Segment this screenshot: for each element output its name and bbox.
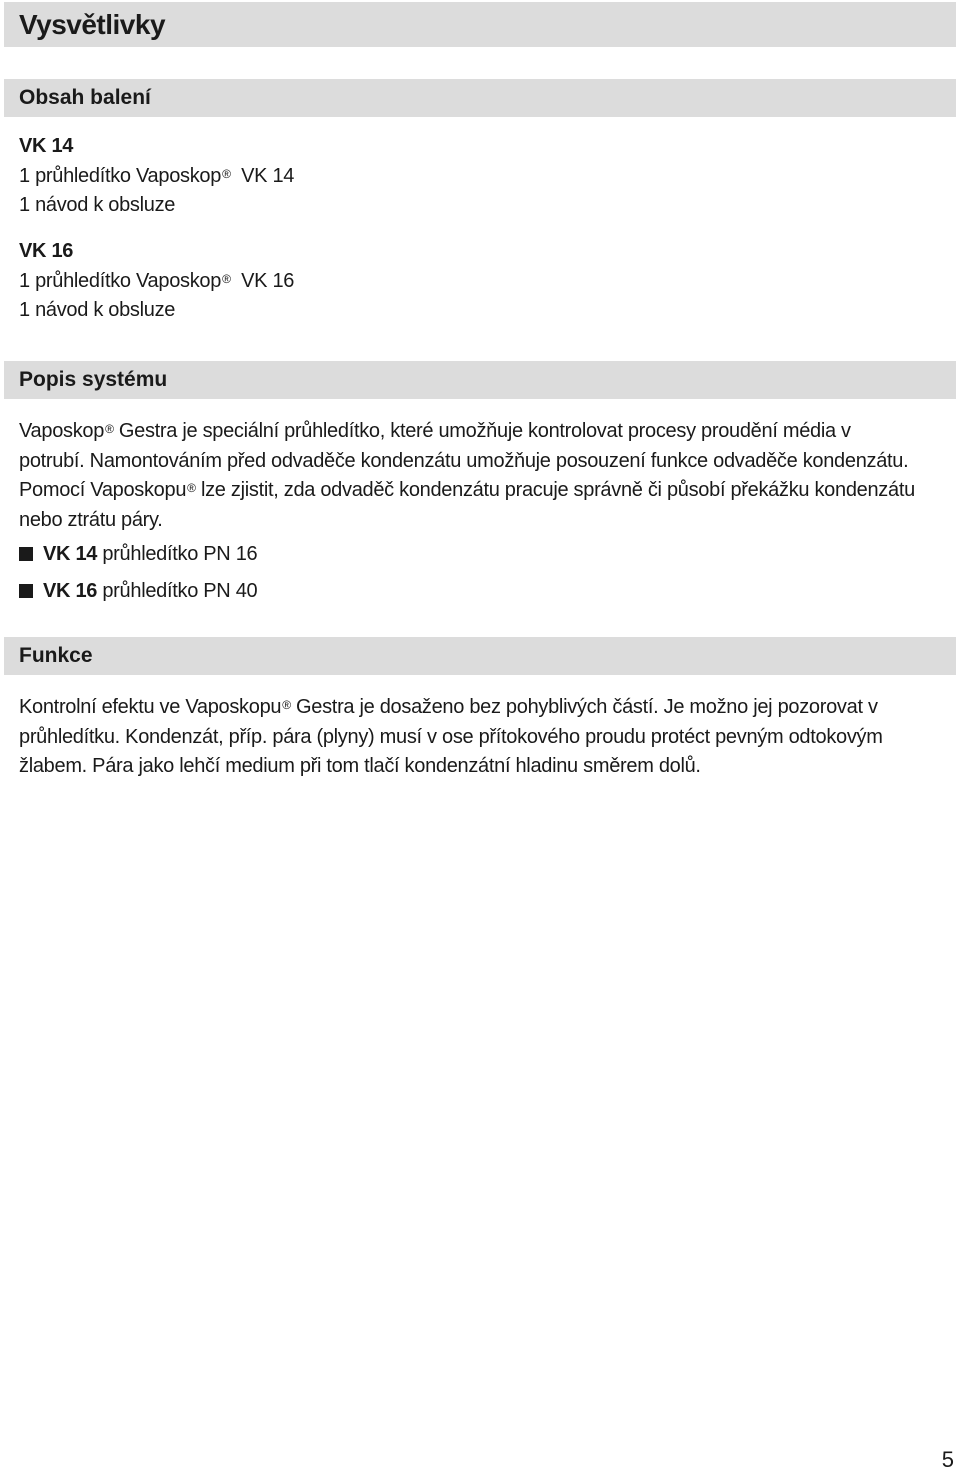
section-heading-system: Popis systému xyxy=(4,361,956,399)
system-description xyxy=(19,417,944,535)
vk16-item-1: 1 průhledítko Vaposkop® VK 16 xyxy=(19,269,295,292)
system-line-1: Vaposkop® Gestra je speciální průhledítko, které umožňuje kontrolovat procesy proudění média v xyxy=(19,420,851,442)
registered-mark: ® xyxy=(105,422,114,436)
bullet-item-vk14: VK 14 průhledítko PN 16 xyxy=(19,540,257,569)
function-description xyxy=(19,693,944,782)
function-line-1: Kontrolní efektu ve Vaposkopu® Gestra je dosaženo bez pohyblivých částí. Je možno jej pozorovat v xyxy=(19,696,878,718)
bullet-item-vk16: VK 16 průhledítko PN 40 xyxy=(19,577,257,606)
system-line-3: Pomocí Vaposkopu® lze zjistit, zda odvaděč kondenzátu pracuje správně či působí překážku kondenzátu xyxy=(19,479,915,501)
function-line-2: průhledítku. Kondenzát, příp. pára (plyny) musí v ose přítokového proudu protéct pevným odtokovým xyxy=(19,725,883,748)
registered-mark: ® xyxy=(222,166,231,181)
registered-mark: ® xyxy=(222,271,231,286)
square-bullet-icon xyxy=(19,584,33,598)
vk16-item-2: 1 návod k obsluze xyxy=(19,299,176,321)
section-heading-function: Funkce xyxy=(4,637,956,675)
page-title: Vysvětlivky xyxy=(4,2,956,47)
vk14-item-2: 1 návod k obsluze xyxy=(19,194,176,216)
registered-mark: ® xyxy=(282,698,291,712)
system-line-2: potrubí. Namontováním před odvaděče kondenzátu umožňuje posouzení funkce odvaděče kondenzátu. xyxy=(19,449,909,472)
function-line-3: žlabem. Pára jako lehčí medium při tom tlačí kondenzátní hladinu směrem dolů. xyxy=(19,755,701,777)
contents-vk16 xyxy=(19,237,944,326)
registered-mark: ® xyxy=(187,481,196,495)
contents-vk14 xyxy=(19,132,944,221)
square-bullet-icon xyxy=(19,547,33,561)
vk14-item-1: 1 průhledítko Vaposkop® VK 14 xyxy=(19,164,295,187)
section-heading-contents: Obsah balení xyxy=(4,79,956,117)
vk14-label: VK 14 xyxy=(19,135,74,157)
page-number: 5 xyxy=(941,1447,954,1472)
vk16-label: VK 16 xyxy=(19,240,74,262)
system-line-4: nebo ztrátu páry. xyxy=(19,508,163,531)
